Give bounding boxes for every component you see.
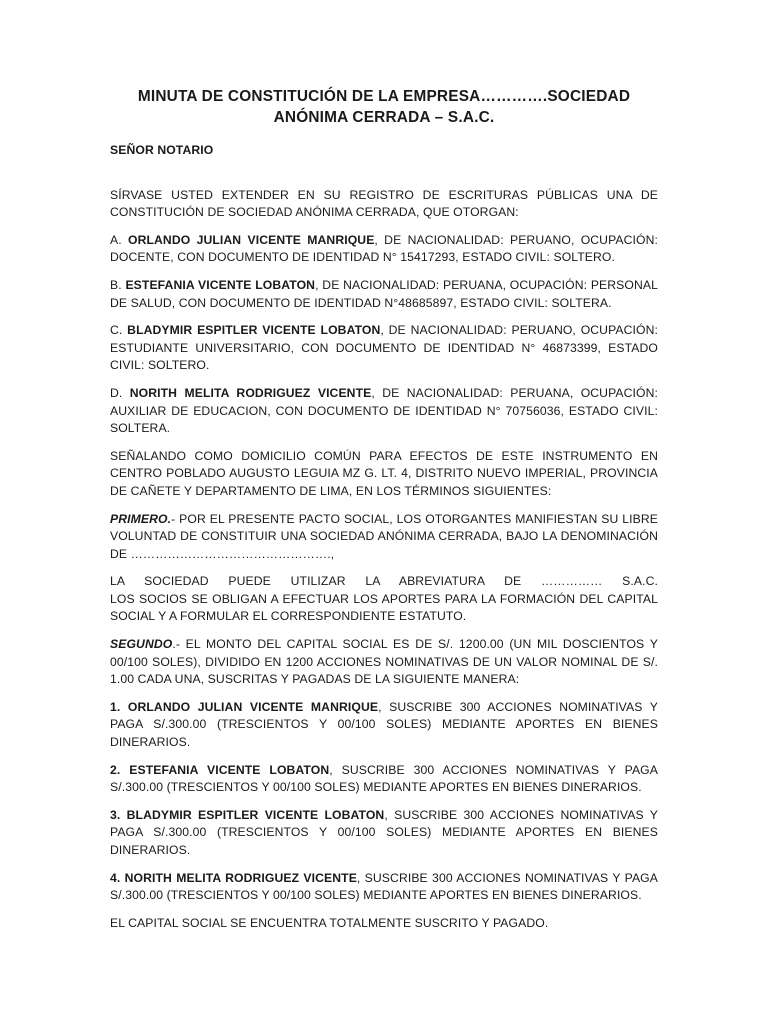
intro-paragraph: SÍRVASE USTED EXTENDER EN SU REGISTRO DE ESCRITURAS PÚBLICAS UNA DE CONSTITUCIÓN DE SOCIEDAD ANÓNIMA CERRADA, QUE OTORGAN:: [110, 187, 658, 220]
subscription-2-text: , SUSCRIBE 300 ACCIONES NOMINATIVAS Y PAGA S/.300.00 (TRESCIENTOS Y 00/100 SOLES) MEDIANTE APORTES EN BIENES DINERARIOS.: [110, 762, 658, 795]
clause-segundo: [110, 636, 658, 689]
subscription-1-text: , SUSCRIBE 300 ACCIONES NOMINATIVAS Y PAGA S/.300.00 (TRESCIENTOS Y 00/100 SOLES) MEDIANTE APORTES EN BIENES DINERARIOS.: [110, 699, 658, 750]
title-line-1: MINUTA DE CONSTITUCIÓN DE LA EMPRESA………….SOCIEDAD: [137, 88, 631, 105]
segundo-text: .- EL MONTO DEL CAPITAL SOCIAL ES DE S/. 1200.00 (UN MIL DOSCIENTOS Y 00/100 SOLES), DIVIDIDO EN 1200 ACCIONES NOMINATIVAS DE UN VALOR NOMINAL DE S/. 1.00 CADA UNA, SUSCRITAS Y PAGADAS DE LA SIGUIENTE MANERA:: [110, 637, 658, 687]
grantor-d-details: , DE NACIONALIDAD: PERUANA, OCUPACIÓN: AUXILIAR DE EDUCACION, CON DOCUMENTO DE IDENTIDAD N° 70756036, ESTADO CIVIL: SOLTERA.: [110, 385, 658, 436]
grantor-b: [110, 277, 658, 312]
grantor-a-name: ORLANDO JULIAN VICENTE MANRIQUE: [128, 232, 375, 247]
grantor-a-details: , DE NACIONALIDAD: PERUANO, OCUPACIÓN: DOCENTE, CON DOCUMENTO DE IDENTIDAD N° 15417293, ESTADO CIVIL: SOLTERO.: [110, 232, 658, 265]
salutation: SEÑOR NOTARIO: [110, 143, 214, 157]
grantor-a: [110, 232, 658, 267]
subscription-2-lead: 2. ESTEFANIA VICENTE LOBATON: [110, 762, 330, 777]
grantor-b-name: ESTEFANIA VICENTE LOBATON: [125, 277, 316, 292]
grantor-b-details: , DE NACIONALIDAD: PERUANA, OCUPACIÓN: PERSONAL DE SALUD, CON DOCUMENTO DE IDENTIDAD N°48685897, ESTADO CIVIL: SOLTERA.: [110, 277, 658, 310]
abreviatura-line: LA SOCIEDAD PUEDE UTILIZAR LA ABREVIATURA DE …………… S.A.C.: [110, 574, 658, 589]
document-title: [110, 86, 658, 128]
grantor-d-letter: D.: [110, 385, 130, 400]
subscription-1-lead: 1. ORLANDO JULIAN VICENTE MANRIQUE: [110, 699, 379, 714]
subscription-4-text: , SUSCRIBE 300 ACCIONES NOMINATIVAS Y PAGA S/.300.00 (TRESCIENTOS Y 00/100 SOLES) MEDIANTE APORTES EN BIENES DINERARIOS.: [110, 870, 658, 903]
grantor-d-name: NORITH MELITA RODRIGUEZ VICENTE: [129, 385, 372, 400]
grantor-d: [110, 385, 658, 438]
document-page: [110, 86, 658, 932]
segundo-label: SEGUNDO: [110, 637, 173, 652]
grantor-b-letter: B.: [110, 277, 126, 292]
subscription-3-lead: 3. BLADYMIR ESPITLER VICENTE LOBATON: [110, 807, 385, 822]
aportes-paragraph: LOS SOCIOS SE OBLIGAN A EFECTUAR LOS APORTES PARA LA FORMACIÓN DEL CAPITAL SOCIAL Y A FORMULAR EL CORRESPONDIENTE ESTATUTO.: [110, 591, 658, 624]
closing-paragraph: EL CAPITAL SOCIAL SE ENCUENTRA TOTALMENTE SUSCRITO Y PAGADO.: [110, 915, 549, 930]
subscription-4: [110, 870, 658, 905]
grantor-c-name: BLADYMIR ESPITLER VICENTE LOBATON: [127, 323, 381, 338]
grantor-c-letter: C.: [110, 323, 128, 338]
subscription-2: [110, 762, 658, 797]
grantor-c-details: , DE NACIONALIDAD: PERUANO, OCUPACIÓN: ESTUDIANTE UNIVERSITARIO, CON DOCUMENTO DE IDENTIDAD N° 46873399, ESTADO CIVIL: SOLTERO.: [110, 323, 658, 373]
subscription-1: [110, 699, 658, 752]
grantor-a-letter: A.: [110, 232, 128, 247]
primero-label: PRIMERO.: [110, 511, 172, 526]
subscription-4-lead: 4. NORITH MELITA RODRIGUEZ VICENTE: [110, 870, 357, 885]
subscription-3-text: , SUSCRIBE 300 ACCIONES NOMINATIVAS Y PAGA S/.300.00 (TRESCIENTOS Y 00/100 SOLES) MEDIANTE APORTES EN BIENES DINERARIOS.: [110, 807, 658, 857]
subscription-3: [110, 807, 658, 860]
primero-text: - POR EL PRESENTE PACTO SOCIAL, LOS OTORGANTES MANIFIESTAN SU LIBRE VOLUNTAD DE CONSTITUIR UNA SOCIEDAD ANÓNIMA CERRADA, BAJO LA DENOMINACIÓN DE ………………………………………….,: [110, 511, 658, 561]
title-line-2: ANÓNIMA CERRADA – S.A.C.: [273, 109, 495, 126]
clause-primero: [110, 511, 658, 564]
grantor-c: [110, 322, 658, 375]
domicile-paragraph: SEÑALANDO COMO DOMICILIO COMÚN PARA EFECTOS DE ESTE INSTRUMENTO EN CENTRO POBLADO AUGUSTO LEGUIA MZ G. LT. 4, DISTRITO NUEVO IMPERIAL, PROVINCIA DE CAÑETE Y DEPARTAMENTO DE LIMA, EN LOS TÉRMINOS SIGUIENTES:: [110, 448, 658, 498]
